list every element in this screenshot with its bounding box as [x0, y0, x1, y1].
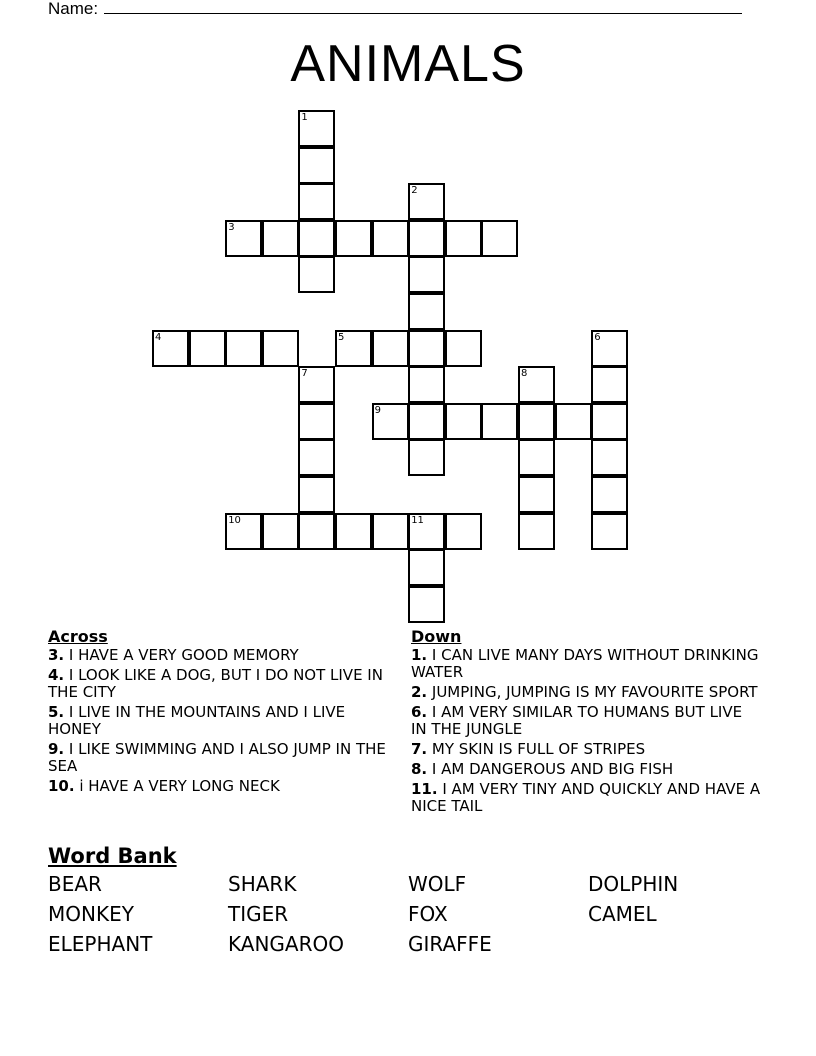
word-bank-word: ELEPHANT — [48, 932, 153, 956]
crossword-cell[interactable] — [408, 330, 445, 367]
word-bank — [48, 872, 768, 956]
crossword-cell[interactable] — [298, 403, 335, 440]
name-label: Name: — [48, 0, 99, 18]
clue-number-label: 2 — [411, 185, 418, 197]
word-bank-word: MONKEY — [48, 902, 134, 926]
word-bank-word: DOLPHIN — [588, 872, 679, 896]
crossword-cell[interactable] — [262, 220, 299, 257]
crossword-cell[interactable] — [298, 366, 335, 403]
crossword-cell[interactable] — [189, 330, 226, 367]
crossword-cell[interactable] — [555, 403, 592, 440]
clue-number: 4. — [48, 666, 65, 684]
word-bank-word: SHARK — [228, 872, 297, 896]
across-heading: Across — [48, 627, 108, 646]
crossword-cell[interactable] — [335, 220, 372, 257]
crossword-cell[interactable] — [225, 330, 262, 367]
word-bank-word: CAMEL — [588, 902, 657, 926]
clue-number: 8. — [411, 760, 428, 778]
across-clue — [48, 667, 388, 701]
crossword-cell[interactable] — [372, 513, 409, 550]
clue-number-label: 10 — [228, 514, 241, 526]
crossword-cell[interactable] — [298, 476, 335, 513]
word-bank-word: FOX — [408, 902, 448, 926]
puzzle-title: ANIMALS — [290, 35, 526, 93]
across-clue — [48, 778, 388, 795]
word-bank-word: WOLF — [408, 872, 467, 896]
crossword-cell[interactable] — [298, 256, 335, 293]
clue-number-label: 3 — [228, 221, 235, 233]
across-clue — [48, 647, 388, 664]
crossword-cell[interactable] — [591, 476, 628, 513]
crossword-cell[interactable] — [262, 513, 299, 550]
crossword-cell[interactable] — [298, 183, 335, 220]
word-bank-word: GIRAFFE — [408, 932, 492, 956]
across-clue-list — [48, 647, 388, 795]
word-bank-word: KANGAROO — [228, 932, 344, 956]
crossword-cell[interactable] — [298, 439, 335, 476]
across-clues — [48, 628, 388, 798]
word-bank-word: BEAR — [48, 872, 102, 896]
crossword-cell[interactable] — [408, 183, 445, 220]
clue-number-label: 11 — [411, 514, 424, 526]
clue-number-label: 7 — [301, 368, 308, 380]
down-clue — [411, 741, 761, 758]
crossword-cell[interactable] — [152, 330, 189, 367]
crossword-cell[interactable] — [372, 403, 409, 440]
crossword-cell[interactable] — [591, 366, 628, 403]
crossword-cell[interactable] — [408, 220, 445, 257]
crossword-cell[interactable] — [518, 476, 555, 513]
clue-text: i HAVE A VERY LONG NECK — [74, 777, 280, 795]
crossword-cell[interactable] — [591, 330, 628, 367]
crossword-cell[interactable] — [408, 586, 445, 623]
clue-number: 6. — [411, 703, 428, 721]
crossword-cell[interactable] — [518, 366, 555, 403]
down-heading: Down — [411, 627, 462, 646]
down-clue — [411, 684, 761, 701]
clue-text: I LOOK LIKE A DOG, BUT I DO NOT LIVE IN THE CITY — [48, 666, 383, 701]
clue-number-label: 4 — [155, 331, 162, 343]
clue-number: 9. — [48, 740, 65, 758]
down-clues — [411, 628, 761, 818]
clue-text: I HAVE A VERY GOOD MEMORY — [64, 646, 299, 664]
down-clue — [411, 781, 761, 815]
clue-number-label: 5 — [338, 331, 345, 343]
crossword-cell[interactable] — [481, 403, 518, 440]
clue-number-label: 8 — [521, 368, 528, 380]
name-field[interactable] — [48, 0, 742, 19]
word-bank-word: TIGER — [228, 902, 289, 926]
crossword-cell[interactable] — [408, 439, 445, 476]
across-clue — [48, 741, 388, 775]
crossword-cell[interactable] — [298, 513, 335, 550]
crossword-cell[interactable] — [408, 366, 445, 403]
crossword-cell[interactable] — [225, 513, 262, 550]
crossword-cell[interactable] — [335, 330, 372, 367]
clue-text: I AM VERY SIMILAR TO HUMANS BUT LIVE IN THE JUNGLE — [411, 703, 743, 738]
down-clue-list — [411, 647, 761, 815]
crossword-cell[interactable] — [481, 220, 518, 257]
clue-text: I AM DANGEROUS AND BIG FISH — [427, 760, 674, 778]
clue-number: 11. — [411, 780, 438, 798]
crossword-cell[interactable] — [298, 220, 335, 257]
clue-number: 7. — [411, 740, 428, 758]
clue-number: 2. — [411, 683, 428, 701]
crossword-cell[interactable] — [518, 439, 555, 476]
crossword-cell[interactable] — [408, 403, 445, 440]
down-clue — [411, 647, 761, 681]
clue-text: MY SKIN IS FULL OF STRIPES — [427, 740, 646, 758]
crossword-cell[interactable] — [372, 330, 409, 367]
crossword-cell[interactable] — [262, 330, 299, 367]
crossword-cell[interactable] — [298, 147, 335, 184]
crossword-cell[interactable] — [445, 330, 482, 367]
clue-number-label: 6 — [594, 331, 601, 343]
clue-number-label: 1 — [301, 112, 308, 123]
down-clue — [411, 761, 761, 778]
clue-text: I LIVE IN THE MOUNTAINS AND I LIVE HONEY — [48, 703, 346, 738]
clue-number: 1. — [411, 646, 428, 664]
crossword-cell[interactable] — [518, 513, 555, 550]
name-underline — [104, 0, 742, 14]
clue-text: I LIKE SWIMMING AND I ALSO JUMP IN THE SEA — [48, 740, 386, 775]
clue-text: I AM VERY TINY AND QUICKLY AND HAVE A NICE TAIL — [411, 780, 761, 815]
clue-number: 5. — [48, 703, 65, 721]
across-clue — [48, 704, 388, 738]
crossword-cell[interactable] — [408, 293, 445, 330]
clue-number: 3. — [48, 646, 65, 664]
crossword-cell[interactable] — [518, 403, 555, 440]
crossword-cell[interactable] — [372, 220, 409, 257]
crossword-cell[interactable] — [445, 513, 482, 550]
crossword-cell[interactable] — [591, 439, 628, 476]
crossword-cell[interactable] — [591, 403, 628, 440]
clue-number-label: 9 — [374, 404, 381, 416]
crossword-cell[interactable] — [335, 513, 372, 550]
crossword-cell[interactable] — [445, 403, 482, 440]
crossword-cell[interactable] — [225, 220, 262, 257]
crossword-cell[interactable] — [408, 549, 445, 586]
word-bank-title: Word Bank — [48, 844, 177, 868]
down-clue — [411, 704, 761, 738]
clue-text: JUMPING, JUMPING IS MY FAVOURITE SPORT — [427, 683, 758, 701]
crossword-cell[interactable] — [298, 110, 335, 147]
crossword-cell[interactable] — [408, 256, 445, 293]
crossword-cell[interactable] — [591, 513, 628, 550]
crossword-cell[interactable] — [408, 513, 445, 550]
clue-text: I CAN LIVE MANY DAYS WITHOUT DRINKING WATER — [411, 646, 759, 681]
clue-number: 10. — [48, 777, 75, 795]
crossword-cell[interactable] — [445, 220, 482, 257]
